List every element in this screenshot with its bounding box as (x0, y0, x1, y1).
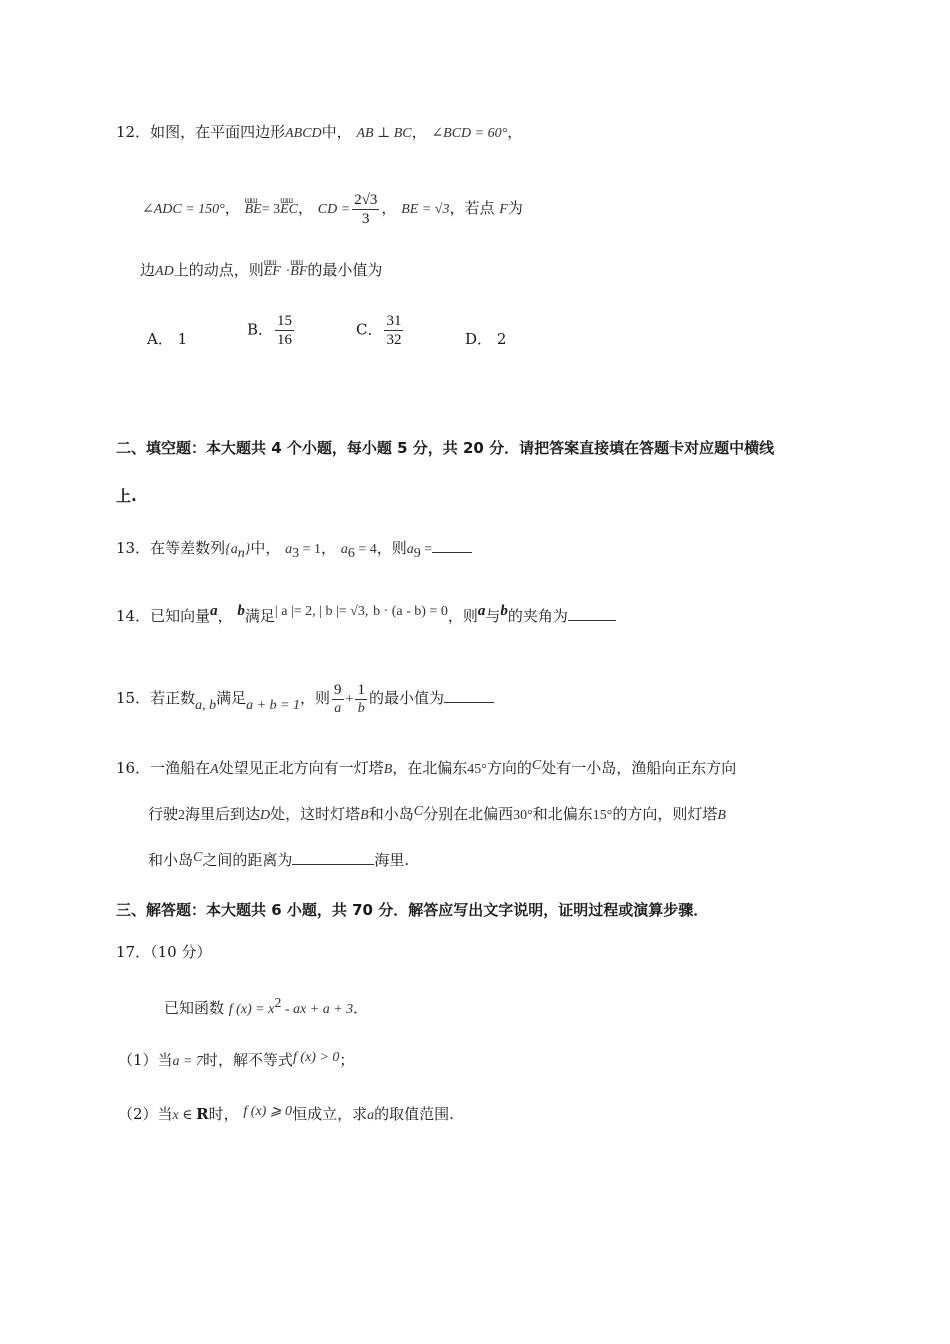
section-heading: 三、解答题：本大题共 6 小题，共 70 分．解答应写出文字说明，证明过程或演算步骤． (116, 901, 709, 919)
q12-line2: ∠ADC = 150°， ɯɯ BE= 3ɯɯ EC， CD = $\frac{2√3}{3}$ ， BE = √3，若点 F为 (142, 188, 523, 230)
q16-line1: 16．一渔船在A处望见正北方向有一灯塔B，在北偏东45°方向的C处有一小岛，渔船向正东方向 (116, 758, 737, 777)
question-number: 12． (116, 123, 151, 141)
q15: 15．若正数a, b满足a + b = 1，则 $\frac{9}{a}$ + $\frac{1}{b}$ 的最小值为 (116, 678, 494, 720)
q12-option-b[interactable]: B． $\frac{15}{16}$ (247, 313, 293, 348)
answer-blank[interactable] (568, 606, 616, 621)
q17-part2: （2）当x ∈ R时， f (x) ⩾ 0恒成立，求a的取值范围. (118, 1104, 454, 1123)
fraction-9-over-a: $\frac{9}{a}$ (334, 681, 342, 716)
vector-bf: ɯɯ BF (290, 262, 307, 282)
q13: 13．在等差数列$\{a_n\}$中， $a_3 = 1$， $a_6 = 4$，则$a_9$ = (116, 538, 472, 564)
answer-blank[interactable] (292, 850, 374, 865)
fraction-cd: $\frac{2√3}{3}$ (354, 191, 378, 227)
vector-ec: ɯɯ EC (280, 190, 298, 230)
q17-header: 17．（10 分） (116, 943, 212, 961)
fraction-1-over-b: $\frac{1}{b}$ (357, 681, 365, 716)
q12-line3: 边AD上的动点，则ɯɯ EF ·ɯɯ BF的最小值为 (140, 260, 382, 282)
q16-line2: 行驶2海里后到达D处，这时灯塔B和小岛C分别在北偏西30°和北偏东15°的方向，则灯塔B (148, 804, 726, 823)
vector-ef: ɯɯ EF (264, 262, 281, 282)
q12-option-a[interactable]: A． 1 (147, 330, 188, 348)
q17-given: 已知函数 f $(x) = x^2$ - ax + a + 3． (164, 996, 369, 1017)
q14: 14．已知向量a， b满足| a |= 2, | b |= √3, b · (a - b) = 0，则a与b的夹角为 (116, 606, 616, 628)
answer-blank[interactable] (444, 688, 494, 703)
q17-part1: （1）当a = 7时，解不等式f (x) > 0； (118, 1050, 355, 1069)
q16-line3: 和小岛C之间的距离为 海里. (148, 850, 410, 869)
q12-option-d[interactable]: D． 2 (465, 330, 507, 348)
vector-be: ɯɯ BE (245, 190, 262, 230)
q12-option-c[interactable]: C． $\frac{31}{32}$ (356, 313, 402, 348)
section-heading: 二、填空题：本大题共 4 个小题，每小题 5 分，共 20 分．请把答案直接填在答题卡对应题中横线 (116, 439, 775, 457)
q12-line1: 12．如图，在平面四边形ABCD中， AB ⊥ BC， ∠BCD = 60°， (116, 123, 523, 141)
answer-blank[interactable] (432, 538, 472, 553)
section-heading-cont: 上. (116, 487, 137, 505)
